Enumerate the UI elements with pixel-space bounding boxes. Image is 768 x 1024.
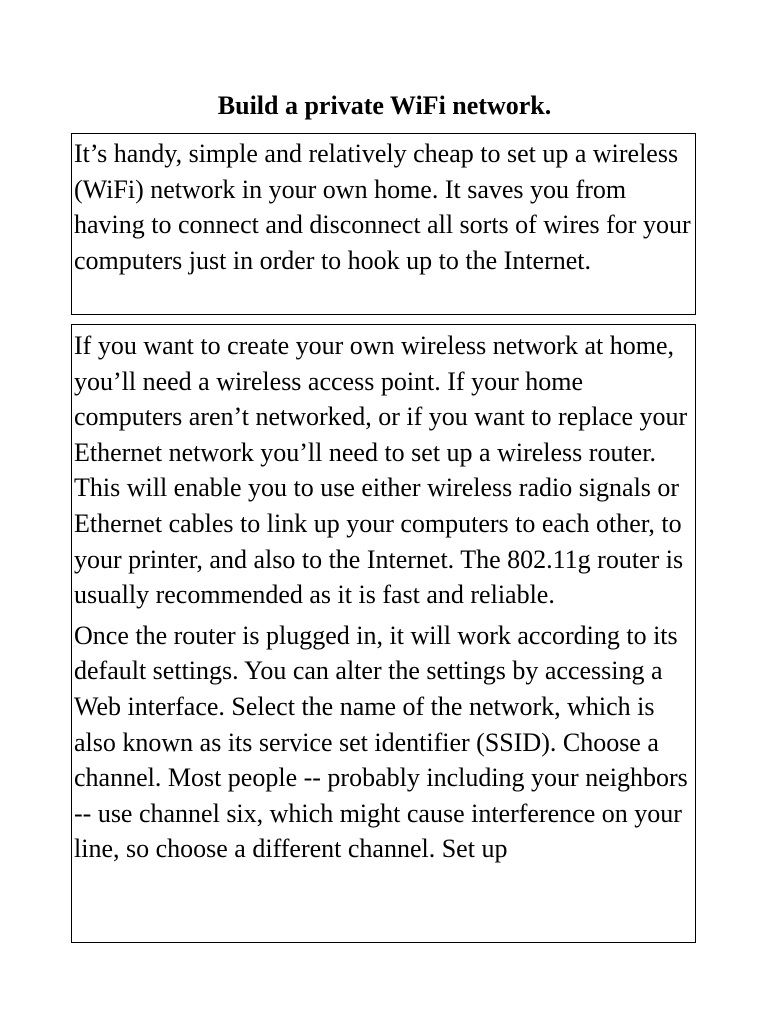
page-title: Build a private WiFi network.	[217, 91, 552, 120]
body-paragraph-2: Once the router is plugged in, it will work according to its default settings. You can alter the settings by accessing a Web interface. Select the name of the network, which is also known as its service set identifier (SSID). Choose a channel. Most people -- probably including your neighbors -- use channel six, which might cause interference on your line, so choose a different channel. Set up	[74, 620, 688, 864]
body-paragraph-1: If you want to create your own wireless network at home, you’ll need a wireless access point. If your home computers aren’t networked, or if you want to replace your Ethernet network you’ll need to set up a wireless router. This will enable you to use either wireless radio signals or Ethernet cables to link up your computers to each other, to your printer, and also to the Internet. The 802.11g router is usually recommended as it is fast and reliable.	[74, 331, 688, 610]
intro-box	[71, 133, 696, 315]
body-box	[71, 324, 696, 943]
intro-paragraph: It’s handy, simple and relatively cheap to set up a wireless (WiFi) network in your own home. It saves you from having to connect and disconnect all sorts of wires for your computers just in order to hook up to the Internet.	[74, 139, 691, 275]
